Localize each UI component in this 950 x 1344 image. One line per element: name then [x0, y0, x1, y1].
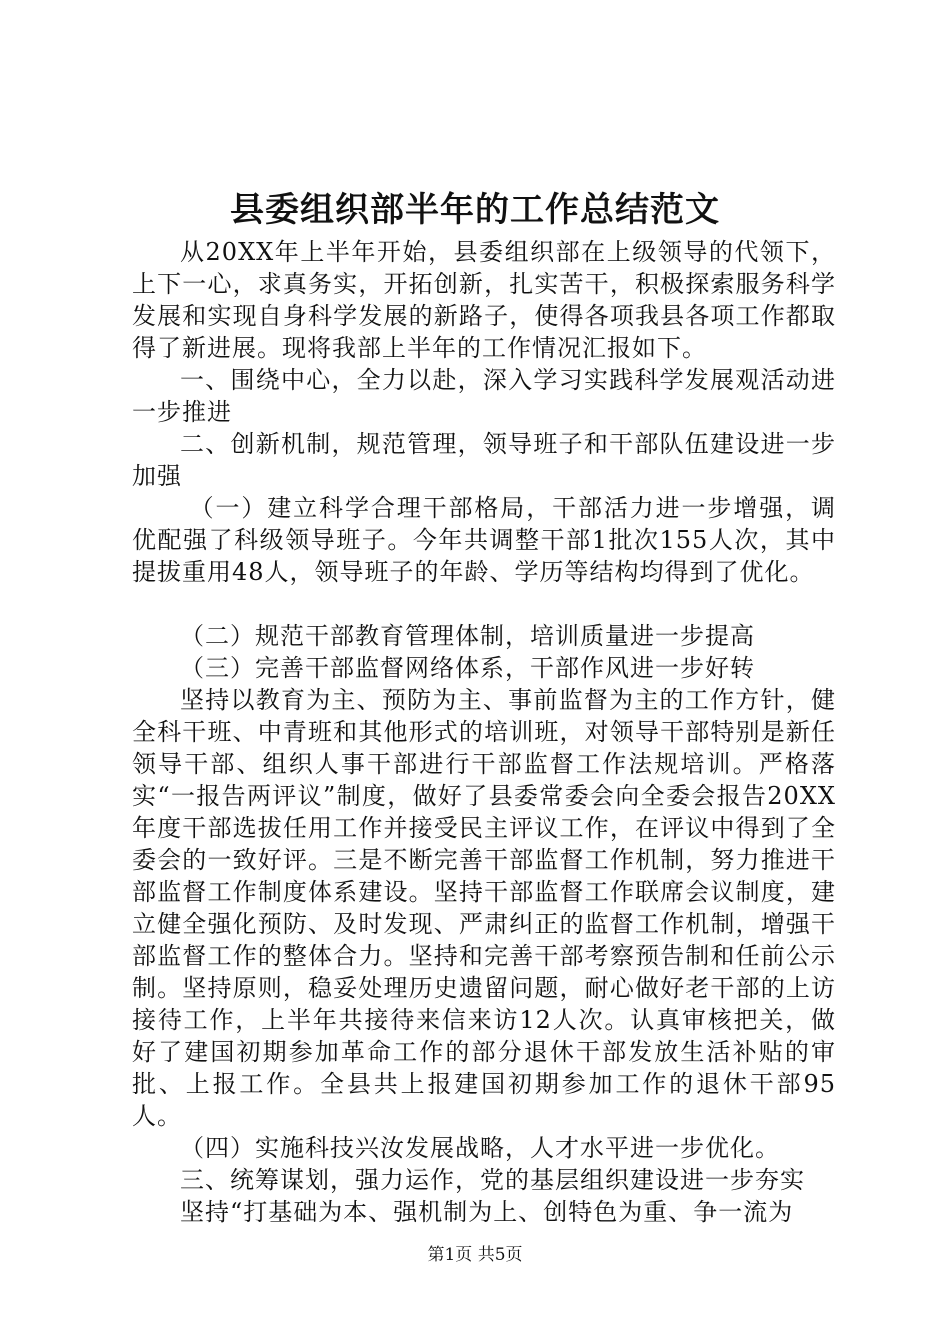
- heading-section-2: 二、创新机制，规范管理，领导班子和干部队伍建设进一步加强: [132, 430, 836, 490]
- heading-subsection-3: （三）完善干部监督网络体系，干部作风进一步好转: [180, 654, 755, 682]
- paragraph-subsection-1: （一）建立科学合理干部格局，干部活力进一步增强，调优配强了科级领导班子。今年共调整干部1批次155人次，其中提拔重用48人，领导班子的年龄、学历等结构均得到了优化。: [132, 494, 836, 586]
- paragraph-grassroots: 坚持“打基础为本、强机制为上、创特色为重、争一流为: [180, 1198, 794, 1226]
- page-number-footer: 第1页 共5页: [427, 1245, 523, 1265]
- heading-section-1: 一、围绕中心，全力以赴，深入学习实践科学发展观活动进一步推进: [132, 366, 836, 426]
- document-body: [132, 236, 836, 1228]
- paragraph-intro: 从20XX年上半年开始，县委组织部在上级领导的代领下，上下一心，求真务实，开拓创新，扎实苦干，积极探索服务科学发展和实现自身科学发展的新路子，使得各项我县各项工作都取得了新进展。现将我部上半年的工作情况汇报如下。: [132, 238, 836, 362]
- heading-subsection-2: （二）规范干部教育管理体制，培训质量进一步提高: [180, 622, 755, 650]
- heading-subsection-4: （四）实施科技兴汝发展战略，人才水平进一步优化。: [180, 1134, 780, 1162]
- document-title: 县委组织部半年的工作总结范文: [230, 190, 720, 230]
- paragraph-supervision: 坚持以教育为主、预防为主、事前监督为主的工作方针，健全科干班、中青班和其他形式的培训班，对领导干部特别是新任领导干部、组织人事干部进行干部监督工作法规培训。严格落实“一报告两评议”制度，做好了县委常委会向全委会报告20XX年度干部选拔任用工作并接受民主评议工作，在评议中得到了全委会的一致好评。三是不断完善干部监督工作机制，努力推进干部监督工作制度体系建设。坚持干部监督工作联席会议制度，建立健全强化预防、及时发现、严肃纠正的监督工作机制，增强干部监督工作的整体合力。坚持和完善干部考察预告制和任前公示制。坚持原则，稳妥处理历史遗留问题，耐心做好老干部的上访接待工作，上半年共接待来信来访12人次。认真审核把关，做好了建国初期参加革命工作的部分退休干部发放生活补贴的审批、上报工作。全县共上报建国初期参加工作的退休干部95人。: [132, 686, 836, 1130]
- heading-section-3: 三、统筹谋划，强力运作，党的基层组织建设进一步夯实: [180, 1166, 805, 1194]
